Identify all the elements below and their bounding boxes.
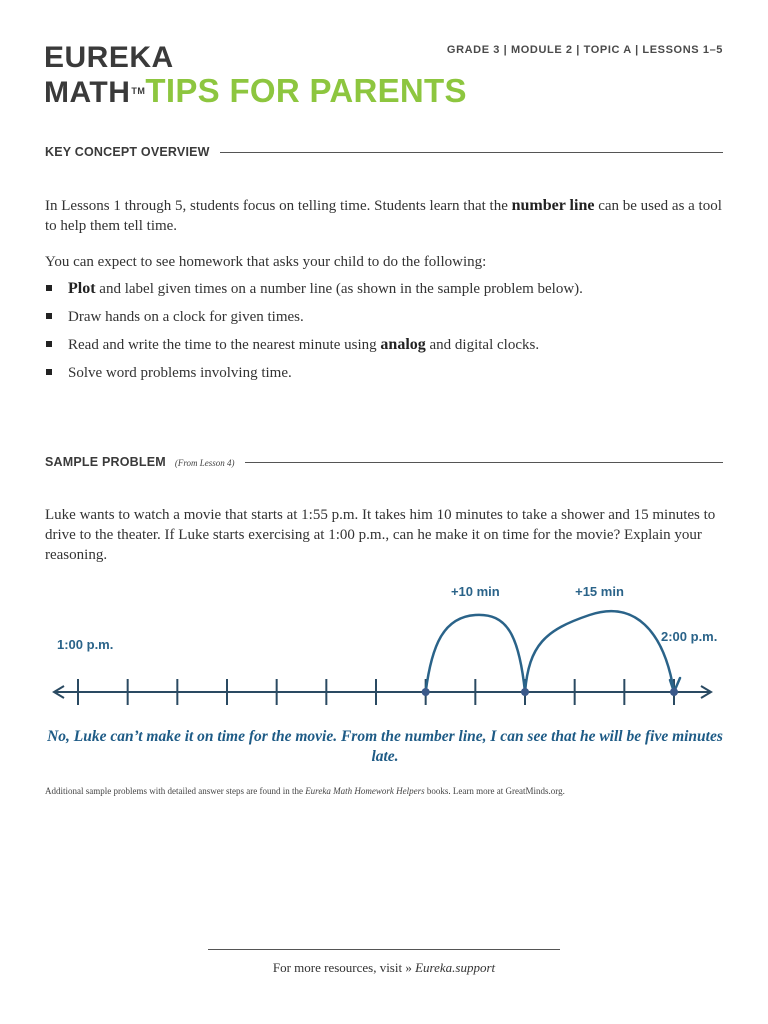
grade-module-info: GRADE 3 | MODULE 2 | TOPIC A | LESSONS 1–5	[446, 44, 723, 56]
bullet-square-icon	[46, 341, 52, 347]
plotted-point	[521, 688, 529, 696]
heading-rule	[220, 152, 723, 153]
homework-helpers-title: Eureka Math Homework Helpers	[305, 786, 425, 796]
footer: For more resources, visit » Eureka.support	[272, 960, 496, 975]
heading-rule	[245, 462, 723, 463]
homework-expectation: You can expect to see homework that asks your child to do the following:	[45, 254, 487, 270]
number-line-diagram	[0, 575, 768, 715]
trademark-mark: TM	[131, 86, 146, 96]
logo-line-math: MATH™TIPS FOR PARENTS	[44, 72, 467, 109]
bullet-square-icon	[46, 313, 52, 319]
plotted-point	[670, 688, 678, 696]
eureka-math-logo	[44, 41, 467, 112]
list-item: Plot and label given times on a number line (as shown in the sample problem below).	[45, 279, 725, 307]
bullet-square-icon	[46, 285, 52, 291]
list-item: Read and write the time to the nearest minute using analog and digital clocks.	[45, 335, 725, 363]
jump-arc-15-min	[525, 611, 674, 692]
eureka-support-link[interactable]: Eureka.support	[415, 960, 496, 975]
end-time-label: 2:00 p.m.	[661, 629, 718, 644]
key-concept-intro: In Lessons 1 through 5, students focus on telling time. Students learn that the number line can be used as a tool to help them tell time.	[45, 197, 722, 234]
footnote: Additional sample problems with detailed answer steps are found in the Eureka Math Homework Helpers books. Learn more at GreatMinds.org.	[45, 786, 565, 796]
term-number-line: number line	[511, 197, 595, 214]
plotted-point	[422, 688, 430, 696]
sample-problem-heading: SAMPLE PROBLEM (From Lesson 4)	[45, 455, 723, 469]
start-time-label: 1:00 p.m.	[57, 637, 114, 652]
bullet-square-icon	[46, 369, 52, 375]
jump1-label: +10 min	[450, 584, 500, 599]
list-item: Draw hands on a clock for given times.	[45, 307, 725, 335]
logo-line-eureka: EUREKA	[44, 41, 174, 74]
footer-rule	[208, 949, 560, 950]
sample-source: (From Lesson 4)	[174, 458, 235, 468]
list-item: Solve word problems involving time.	[45, 363, 725, 391]
homework-list	[45, 279, 725, 391]
sample-answer: No, Luke can’t make it on time for the movie. From the number line, I can see that he will be five minutes late.	[47, 728, 723, 765]
logo-tagline: TIPS FOR PARENTS	[145, 72, 467, 109]
jump2-label: +15 min	[575, 584, 624, 599]
sample-problem-text: Luke wants to watch a movie that starts at 1:55 p.m. It takes him 10 minutes to take a shower and 15 minutes to drive to the theater. If Luke starts exercising at 1:00 p.m., can he make it on time for the movie? Explain your reasoning.	[45, 507, 716, 563]
key-concept-heading: KEY CONCEPT OVERVIEW	[45, 145, 723, 159]
